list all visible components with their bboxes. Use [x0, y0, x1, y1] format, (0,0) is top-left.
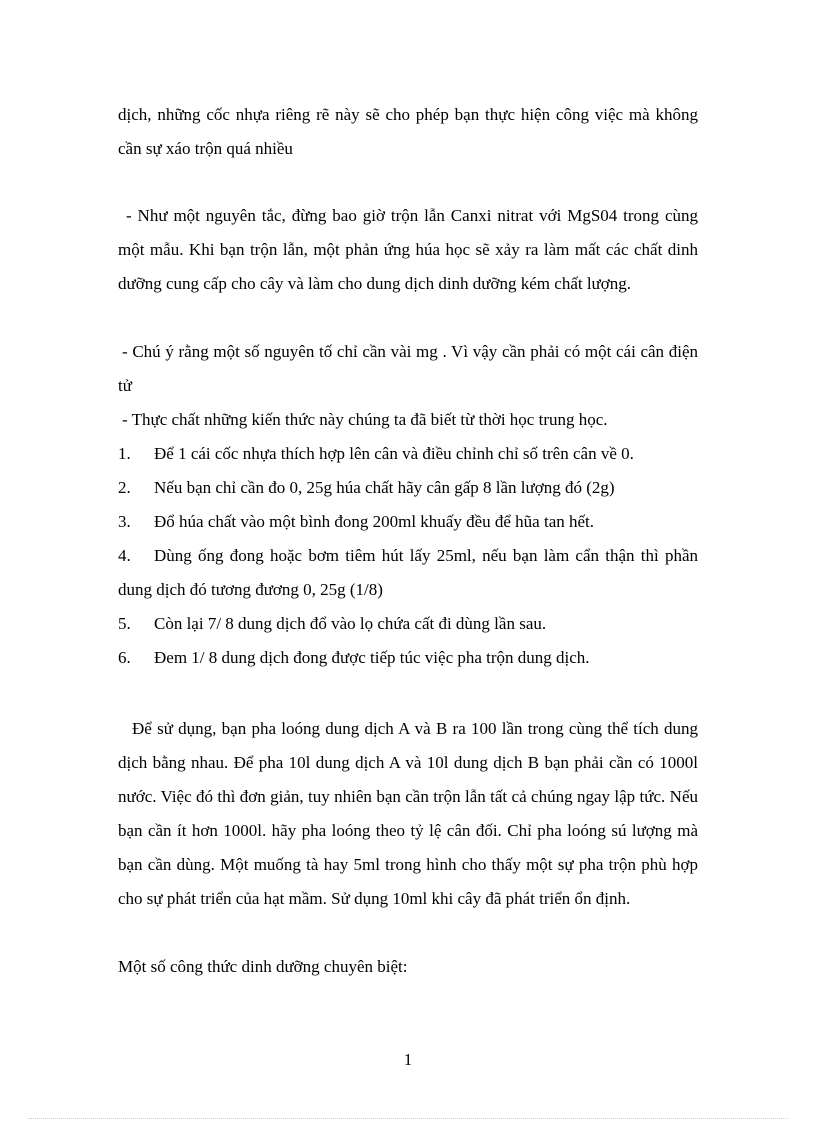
list-item-number: 2.	[118, 478, 131, 497]
list-item-text: Còn lại 7/ 8 dung dịch đổ vào lọ chứa cất đi dùng lần sau.	[154, 614, 547, 633]
list-item-text: Đổ húa chất vào một bình đong 200ml khuấy đều để hũa tan hết.	[154, 512, 595, 531]
list-item-text: Để 1 cái cốc nhựa thích hợp lên cân và điều chỉnh chỉ số trên cân về 0.	[154, 444, 634, 463]
list-item-number: 3.	[118, 512, 131, 531]
note-scale-paragraph: - Chú ý rằng một số nguyên tố chỉ cần vài mg . Vì vậy cần phải có một cái cân điện tử	[118, 342, 698, 395]
list-item-number: 1.	[118, 444, 131, 463]
note-mixing-paragraph: - Như một nguyên tắc, đừng bao giờ trộn lẫn Canxi nitrat với MgS04 trong cùng một mẫu. Khi bạn trộn lẫn, một phản ứng húa học sẽ xảy ra làm mất các chất dinh dưỡng cung cấp cho cây và làm cho dung dịch dinh dưỡng kém chất lượng.	[118, 206, 698, 293]
list-item-number: 4.	[118, 546, 131, 565]
list-item-text: Đem 1/ 8 dung dịch đong được tiếp túc việc pha trộn dung dịch.	[154, 648, 590, 667]
list-item	[118, 607, 698, 641]
formulas-heading: Một số công thức dinh dưỡng chuyên biệt:	[118, 957, 408, 976]
page-bottom-divider	[28, 1118, 788, 1119]
list-item	[118, 471, 698, 505]
list-item	[118, 437, 698, 471]
page-number: 1	[403, 1050, 413, 1069]
list-item-text: Dùng ống đong hoặc bơm tiêm hút lấy 25ml, nếu bạn làm cẩn thận thì phần dung dịch đó tương đương 0, 25g (1/8)	[118, 546, 698, 599]
note-knowledge-paragraph: - Thực chất những kiến thức này chúng ta đã biết từ thời học trung học.	[122, 410, 608, 429]
usage-paragraph: Để sử dụng, bạn pha loóng dung dịch A và B ra 100 lần trong cùng thể tích dung dịch bằng nhau. Để pha 10l dung dịch A và 10l dung dịch B bạn phải cần có 1000l nước. Việc đó thì đơn giản, tuy nhiên bạn cần trộn lẫn tất cả chúng ngay lập tức. Nếu bạn cần ít hơn 1000l. hãy pha loóng theo tỷ lệ cân đối. Chỉ pha loóng sú lượng mà bạn cần dùng. Một muống tà hay 5ml trong hình cho thấy một sự pha trộn phù hợp cho sự phát triển của hạt mầm. Sử dụng 10ml khi cây đã phát triển ổn định.	[118, 719, 698, 908]
list-item	[118, 539, 698, 607]
list-item-number: 6.	[118, 648, 131, 667]
list-item	[118, 505, 698, 539]
intro-paragraph: dịch, những cốc nhựa riêng rẽ này sẽ cho phép bạn thực hiện công việc mà không cần sự xáo trộn quá nhiều	[118, 105, 698, 158]
list-item-text: Nếu bạn chỉ cần đo 0, 25g húa chất hãy cân gấp 8 lần lượng đó (2g)	[154, 478, 615, 497]
list-item-number: 5.	[118, 614, 131, 633]
list-item	[118, 641, 698, 675]
